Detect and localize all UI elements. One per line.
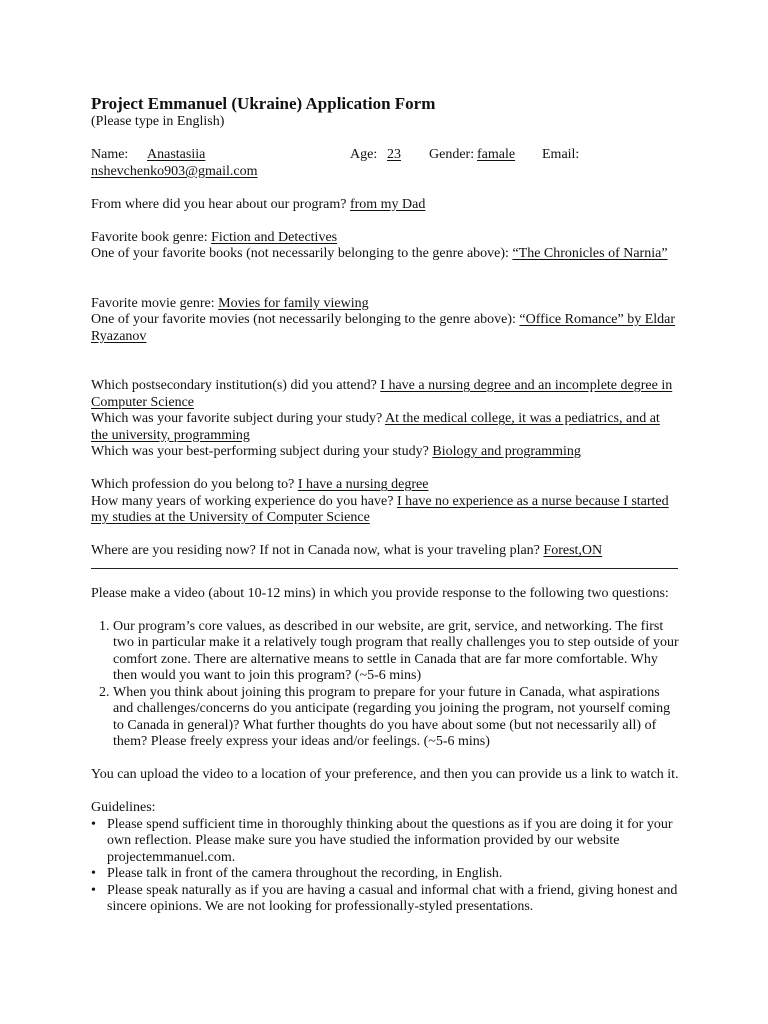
residence-answer: Forest,ON [543,543,603,558]
hear-about-question [91,197,679,214]
experience-answer: I have no experience as a nurse because I started my studies at the University of Computer Science [91,493,669,525]
video-question-2: 2. When you think about joining this program to prepare for your future in Canada, what aspirations and challenges/concerns do you anticipate (regarding you joining the program, not yourself coming to Canada in general)? What further thoughts do you have about some (but not necessarily all) of them? Please freely express your ideas and/or feelings. (~5-6 mins) [113,685,679,751]
profession-line [91,477,679,494]
guideline-item [91,866,679,883]
best-subject-line [91,444,679,461]
favorite-movie-answer: “Office Romance” by Eldar Ryazanov [91,312,676,344]
upload-instructions: You can upload the video to a location of your preference, and then you can provide us a link to watch it. [91,767,679,782]
guidelines-heading: Guidelines: [91,800,156,815]
guideline-text: Please talk in front of the camera throughout the recording, in English. [107,866,503,881]
experience-question: How many years of working experience do you have? [91,493,394,509]
institution-question: Which postsecondary institution(s) did you attend? [91,378,377,393]
gender-value: famale [477,147,516,162]
favorite-subject-line [91,411,679,444]
guidelines-list [91,817,679,916]
favorite-subject-answer: At the medical college, it was a pediatrics, and at the university, programming [91,411,660,443]
movie-genre-question: Favorite movie genre: [91,295,215,311]
email-value: nshevchenko903@gmail.com [91,163,258,179]
best-subject-answer: Biology and programming [432,444,581,459]
favorite-book-question: One of your favorite books (not necessarily belonging to the genre above): [91,246,509,261]
favorite-movie-line [91,312,679,345]
age-label: Age: [350,147,378,162]
form-subtitle: (Please type in English) [91,114,225,129]
movie-genre-answer: Movies for family viewing [218,295,369,311]
profession-question: Which profession do you belong to? [91,477,295,492]
book-genre-answer: Fiction and Detectives [211,229,338,245]
hear-answer: from my Dad [349,196,426,212]
bullet-icon: • [91,882,96,898]
name-value: Anastasiia [147,147,206,162]
institution-answer: I have a nursing degree and an incomplete degree in Computer Science [91,378,673,410]
residence-line [91,543,679,560]
guideline-text: Please spend sufficient time in thoroughly thinking about the questions as if you are doing it for your own reflection. Please make sure you have studied the information provided by our website projectemmanuel.com. [107,816,673,865]
favorite-book-line [91,246,679,263]
bullet-icon: • [91,866,96,881]
institution-line [91,378,679,411]
name-label: Name: [91,147,129,162]
favorite-movie-question: One of your favorite movies (not necessarily belonging to the genre above): [91,312,516,327]
book-genre-question: Favorite book genre: [91,229,208,245]
favorite-book-answer: “The Chronicles of Narnia” [512,246,668,261]
bullet-icon: • [91,816,96,832]
guideline-item [91,882,679,916]
movie-genre-line [91,296,679,313]
application-form [91,94,679,916]
email-label: Email: [542,147,580,162]
residence-question: Where are you residing now? If not in Canada now, what is your traveling plan? [91,543,540,558]
experience-line [91,494,679,527]
gender-label: Gender: [429,147,475,162]
hear-question-text: From where did you hear about our program? [91,196,347,212]
profession-answer: I have a nursing degree [297,477,429,492]
identity-row [91,147,679,164]
best-subject-question: Which was your best-performing subject during your study? [91,444,429,459]
book-genre-line [91,230,679,247]
form-title: Project Emmanuel (Ukraine) Application Form [91,94,436,113]
video-intro: Please make a video (about 10-12 mins) in which you provide response to the following two questions: [91,585,669,601]
guideline-item [91,816,679,867]
age-value: 23 [387,147,401,162]
favorite-subject-question: Which was your favorite subject during your study? [91,411,383,426]
video-question-1: 1. Our program’s core values, as described in our website, are grit, service, and networking. The first two in particular make it a relatively tough program that really challenges you to step outside of your comfort zone. There are alternative means to settle in Canada that are far more comfortable. Why then would you want to join this program? (~5-6 mins) [113,619,679,685]
guideline-text: Please speak naturally as if you are having a casual and informal chat with a friend, giving honest and sincere opinions. We are not looking for professionally-styled presentations. [107,882,678,914]
video-questions-list [91,619,679,751]
